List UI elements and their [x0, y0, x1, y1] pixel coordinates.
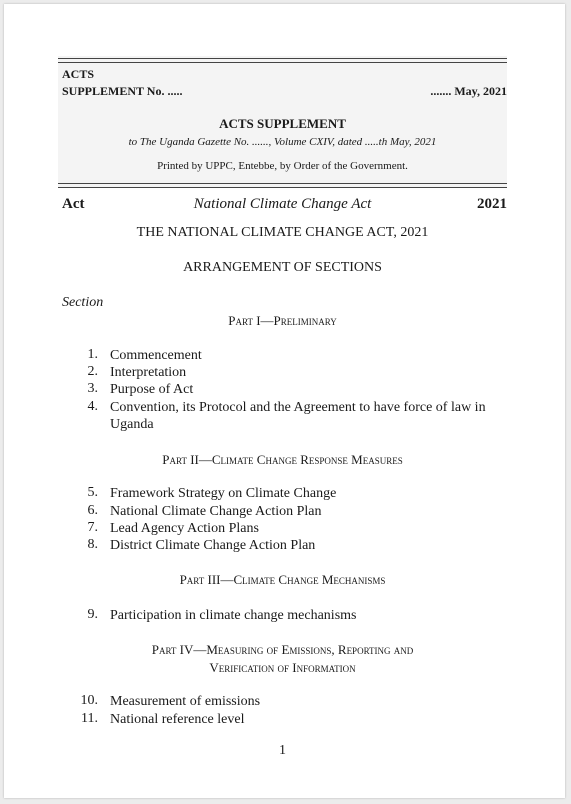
supplement-date: ....... May, 2021	[430, 84, 507, 98]
section-number: 6.	[87, 503, 98, 518]
header-top-rule-2	[58, 62, 507, 63]
section-title: Convention, its Protocol and the Agreement to have force of law in Uganda	[110, 400, 486, 432]
section-title: Commencement	[110, 348, 202, 363]
running-head-left: Act	[62, 196, 85, 212]
running-head-year: 2021	[477, 196, 507, 212]
acts-label: ACTS	[62, 67, 95, 81]
section-title: Interpretation	[110, 365, 187, 380]
part-4-heading-line-1: Part IV—Measuring of Emissions, Reporting and	[151, 642, 414, 657]
printed-by-line: Printed by UPPC, Entebbe, by Order of the Government.	[157, 160, 408, 172]
supplement-number: SUPPLEMENT No. .....	[62, 84, 183, 98]
part-3-heading: Part III—Climate Change Mechanisms	[179, 572, 386, 587]
running-head-title: National Climate Change Act	[193, 196, 372, 212]
section-number: 1.	[87, 347, 98, 362]
section-title: National reference level	[110, 712, 245, 727]
section-title: National Climate Change Action Plan	[110, 504, 322, 519]
part-1-heading: Part I—Preliminary	[228, 313, 337, 328]
section-number: 8.	[87, 537, 98, 552]
supplement-title: ACTS SUPPLEMENT	[219, 116, 346, 131]
section-number: 3.	[87, 381, 98, 396]
section-number: 2.	[87, 364, 98, 379]
header-top-rule	[58, 58, 507, 59]
header-bottom-rule-2	[58, 187, 507, 188]
section-number: 9.	[87, 607, 98, 622]
section-title: District Climate Change Action Plan	[110, 538, 316, 553]
page-number: 1	[279, 743, 286, 758]
act-title: THE NATIONAL CLIMATE CHANGE ACT, 2021	[136, 225, 429, 240]
arrangement-heading: ARRANGEMENT OF SECTIONS	[183, 260, 382, 275]
section-number: 11.	[81, 711, 98, 726]
part-4-heading-line-2: Verification of Information	[209, 660, 356, 675]
section-number: 10.	[80, 693, 98, 708]
section-label: Section	[62, 295, 104, 310]
section-title: Framework Strategy on Climate Change	[110, 486, 337, 501]
header-bottom-rule	[58, 183, 507, 184]
section-title: Participation in climate change mechanisms	[110, 608, 357, 623]
section-title: Purpose of Act	[110, 382, 194, 397]
part-2-heading: Part II—Climate Change Response Measures	[162, 452, 403, 467]
gazette-line: to The Uganda Gazette No. ......, Volume CXIV, dated .....th May, 2021	[128, 136, 437, 148]
section-number: 4.	[87, 399, 98, 414]
section-title: Lead Agency Action Plans	[110, 521, 259, 536]
section-number: 7.	[87, 520, 98, 535]
section-number: 5.	[87, 485, 98, 500]
section-title: Measurement of emissions	[110, 694, 261, 709]
